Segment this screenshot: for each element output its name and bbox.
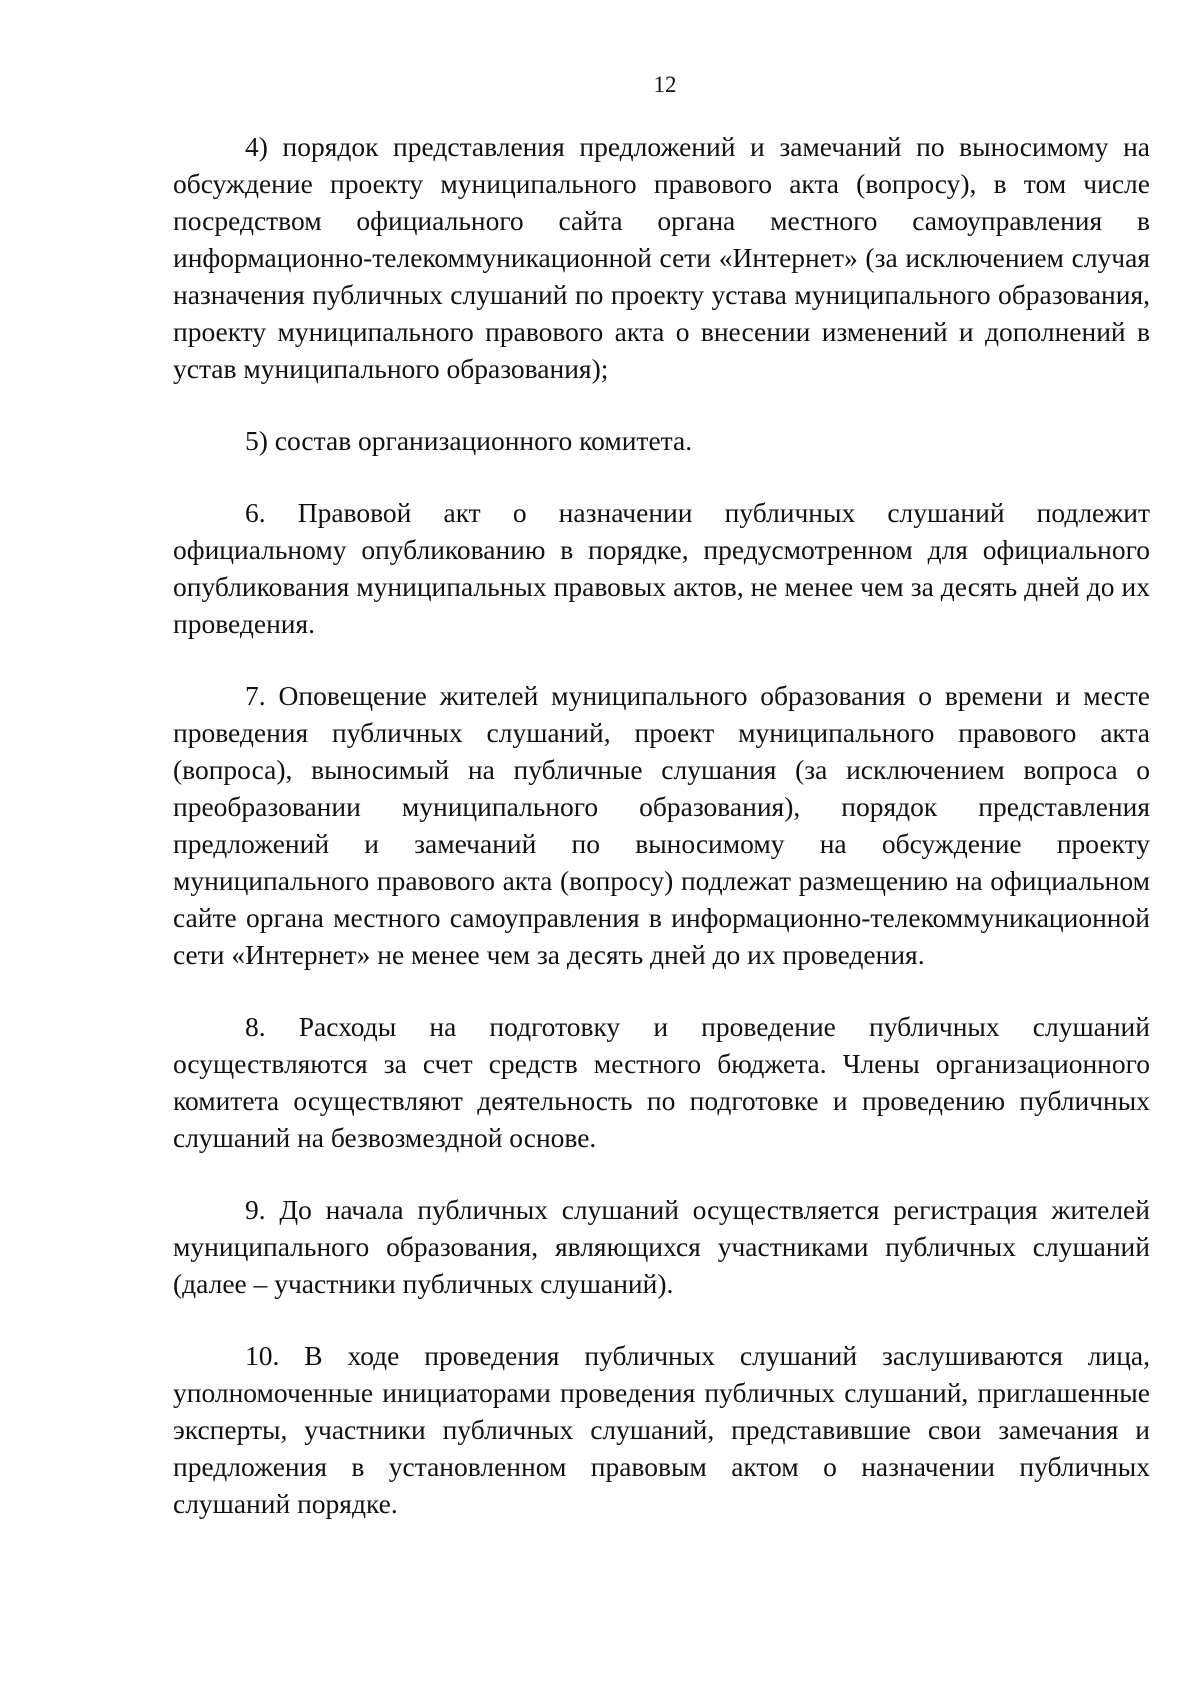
paragraph-section-8: 8. Расходы на подготовку и проведение публичных слушаний осуществляются за счет средств местного бюджета. Члены организационного комитета осуществляют деятельность по подготовке и проведению публичных слушаний на безвозмездной основе. xyxy=(173,1011,1150,1153)
paragraph-section-6: 6. Правовой акт о назначении публичных слушаний подлежит официальному опубликованию в порядке, предусмотренном для официального опубликования муниципальных правовых актов, не менее чем за десять дней до их проведения. xyxy=(173,497,1150,639)
paragraph-section-9: 9. До начала публичных слушаний осуществляется регистрация жителей муниципального образования, являющихся участниками публичных слушаний (далее – участники публичных слушаний). xyxy=(173,1194,1150,1299)
document-body xyxy=(173,128,1150,1557)
paragraph-section-10: 10. В ходе проведения публичных слушаний заслушиваются лица, уполномоченные инициаторами проведения публичных слушаний, приглашенные эксперты, участники публичных слушаний, представившие свои замечания и предложения в установленном правовым актом о назначении публичных слушаний порядке. xyxy=(173,1340,1150,1519)
paragraph-item-5: 5) состав организационного комитета. xyxy=(245,425,693,456)
paragraph-section-7: 7. Оповещение жителей муниципального образования о времени и месте проведения публичных слушаний, проект муниципального правового акта (вопроса), выносимый на публичные слушания (за исключением вопроса о преобразовании муниципального образования), порядок представления предложений и замечаний по выносимому на обсуждение проекту муниципального правового акта (вопросу) подлежат размещению на официальном сайте органа местного самоуправления в информационно-телекоммуникационной сети «Интернет» не менее чем за десять дней до их проведения. xyxy=(173,680,1150,970)
page-number: 12 xyxy=(653,72,677,97)
paragraph-item-4: 4) порядок представления предложений и замечаний по выносимому на обсуждение проекту муниципального правового акта (вопросу), в том числе посредством официального сайта органа местного самоуправления в информационно-телекоммуникационной сети «Интернет» (за исключением случая назначения публичных слушаний по проекту устава муниципального образования, проекту муниципального правового акта о внесении изменений и дополнений в устав муниципального образования); xyxy=(173,131,1150,384)
